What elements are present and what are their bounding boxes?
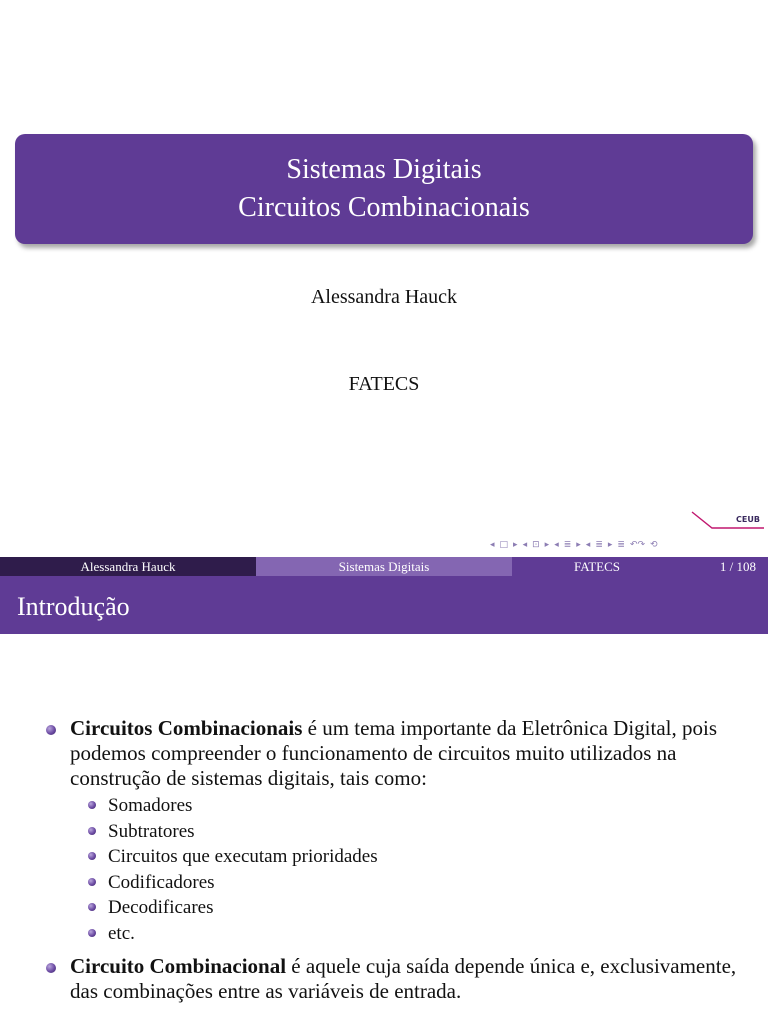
footer-title: Sistemas Digitais [256,557,512,576]
nav-document-icon[interactable]: ≣ [617,540,625,550]
nav-next-frame-icon[interactable]: ▸ [544,540,550,550]
frame-title: Introdução [0,576,768,634]
list-item [44,716,759,946]
nav-next-slide-icon[interactable]: ▸ [513,540,518,550]
bullet-icon [88,827,96,835]
nav-prev-section-icon[interactable]: ◂ [585,540,591,550]
author-name: Alessandra Hauck [310,286,458,308]
nav-frame-icon[interactable]: ⊡ [532,540,540,550]
footer-author: Alessandra Hauck [0,557,256,576]
nav-subsection-icon[interactable]: ≣ [563,540,572,550]
sub-item-text: Circuitos que executam prioridades [108,846,378,867]
bullet-icon [46,963,56,973]
slide-body [44,716,759,1004]
nav-next-subsection-icon[interactable]: ▸ [576,540,581,550]
footer-institute-page [512,557,768,576]
sub-list-item [88,793,759,819]
footer-page-number: 1 / 108 [719,559,756,574]
nav-back-forward-icon[interactable]: ↶↷ [629,540,646,550]
intro-slide [0,576,768,1024]
presentation-title: Sistemas Digitais [286,154,482,185]
nav-next-section-icon[interactable]: ▸ [607,540,613,550]
footer-institute: FATECS [574,559,620,574]
item2-text: é aquele cuja saída depende única e, exclusivamente, das combinações entre as variáveis de entrada. [70,954,737,1003]
nav-section-icon[interactable]: ≣ [595,540,603,550]
nav-slide-icon[interactable]: □ [499,540,509,550]
sub-item-text: etc. [108,922,135,944]
sub-list-item [88,895,759,921]
presentation-subtitle: Circuitos Combinacionais [238,192,530,223]
sub-item-text: Decodificares [108,897,214,918]
sub-list-item [88,844,759,870]
bullet-icon [88,878,96,886]
title-box [15,134,753,244]
sub-list [88,793,759,946]
nav-search-icon[interactable]: ⟲ [650,540,658,550]
list-item [44,954,759,1004]
item1-text: é um tema importante da Eletrônica Digital, pois podemos compreender o funcionamento de circuitos muito utilizados na construção de sistemas digitais, tais como: [70,716,718,790]
bullet-icon [88,929,96,937]
sub-item-text: Codificadores [108,871,215,893]
institute-name: FATECS [348,373,420,395]
slide-footer [0,557,768,576]
ceub-logo [688,506,768,536]
bullet-icon [46,725,56,735]
sub-item-text: Subtratores [108,820,195,842]
nav-prev-slide-icon[interactable]: ◂ [490,540,495,550]
sub-item-text: Somadores [108,795,193,816]
item1-bold-term: Circuitos Combinacionais [70,716,303,740]
bullet-icon [88,801,96,809]
sub-list-item [88,819,759,845]
item2-bold-term: Circuito Combinacional [70,954,287,978]
nav-prev-frame-icon[interactable]: ◂ [522,540,528,550]
beamer-navigation-symbols [490,538,765,552]
logo-text: CEUB [736,515,760,524]
sub-list-item [88,921,759,947]
nav-prev-subsection-icon[interactable]: ◂ [554,540,559,550]
bullet-icon [88,852,96,860]
bullet-icon [88,903,96,911]
sub-list-item [88,870,759,896]
